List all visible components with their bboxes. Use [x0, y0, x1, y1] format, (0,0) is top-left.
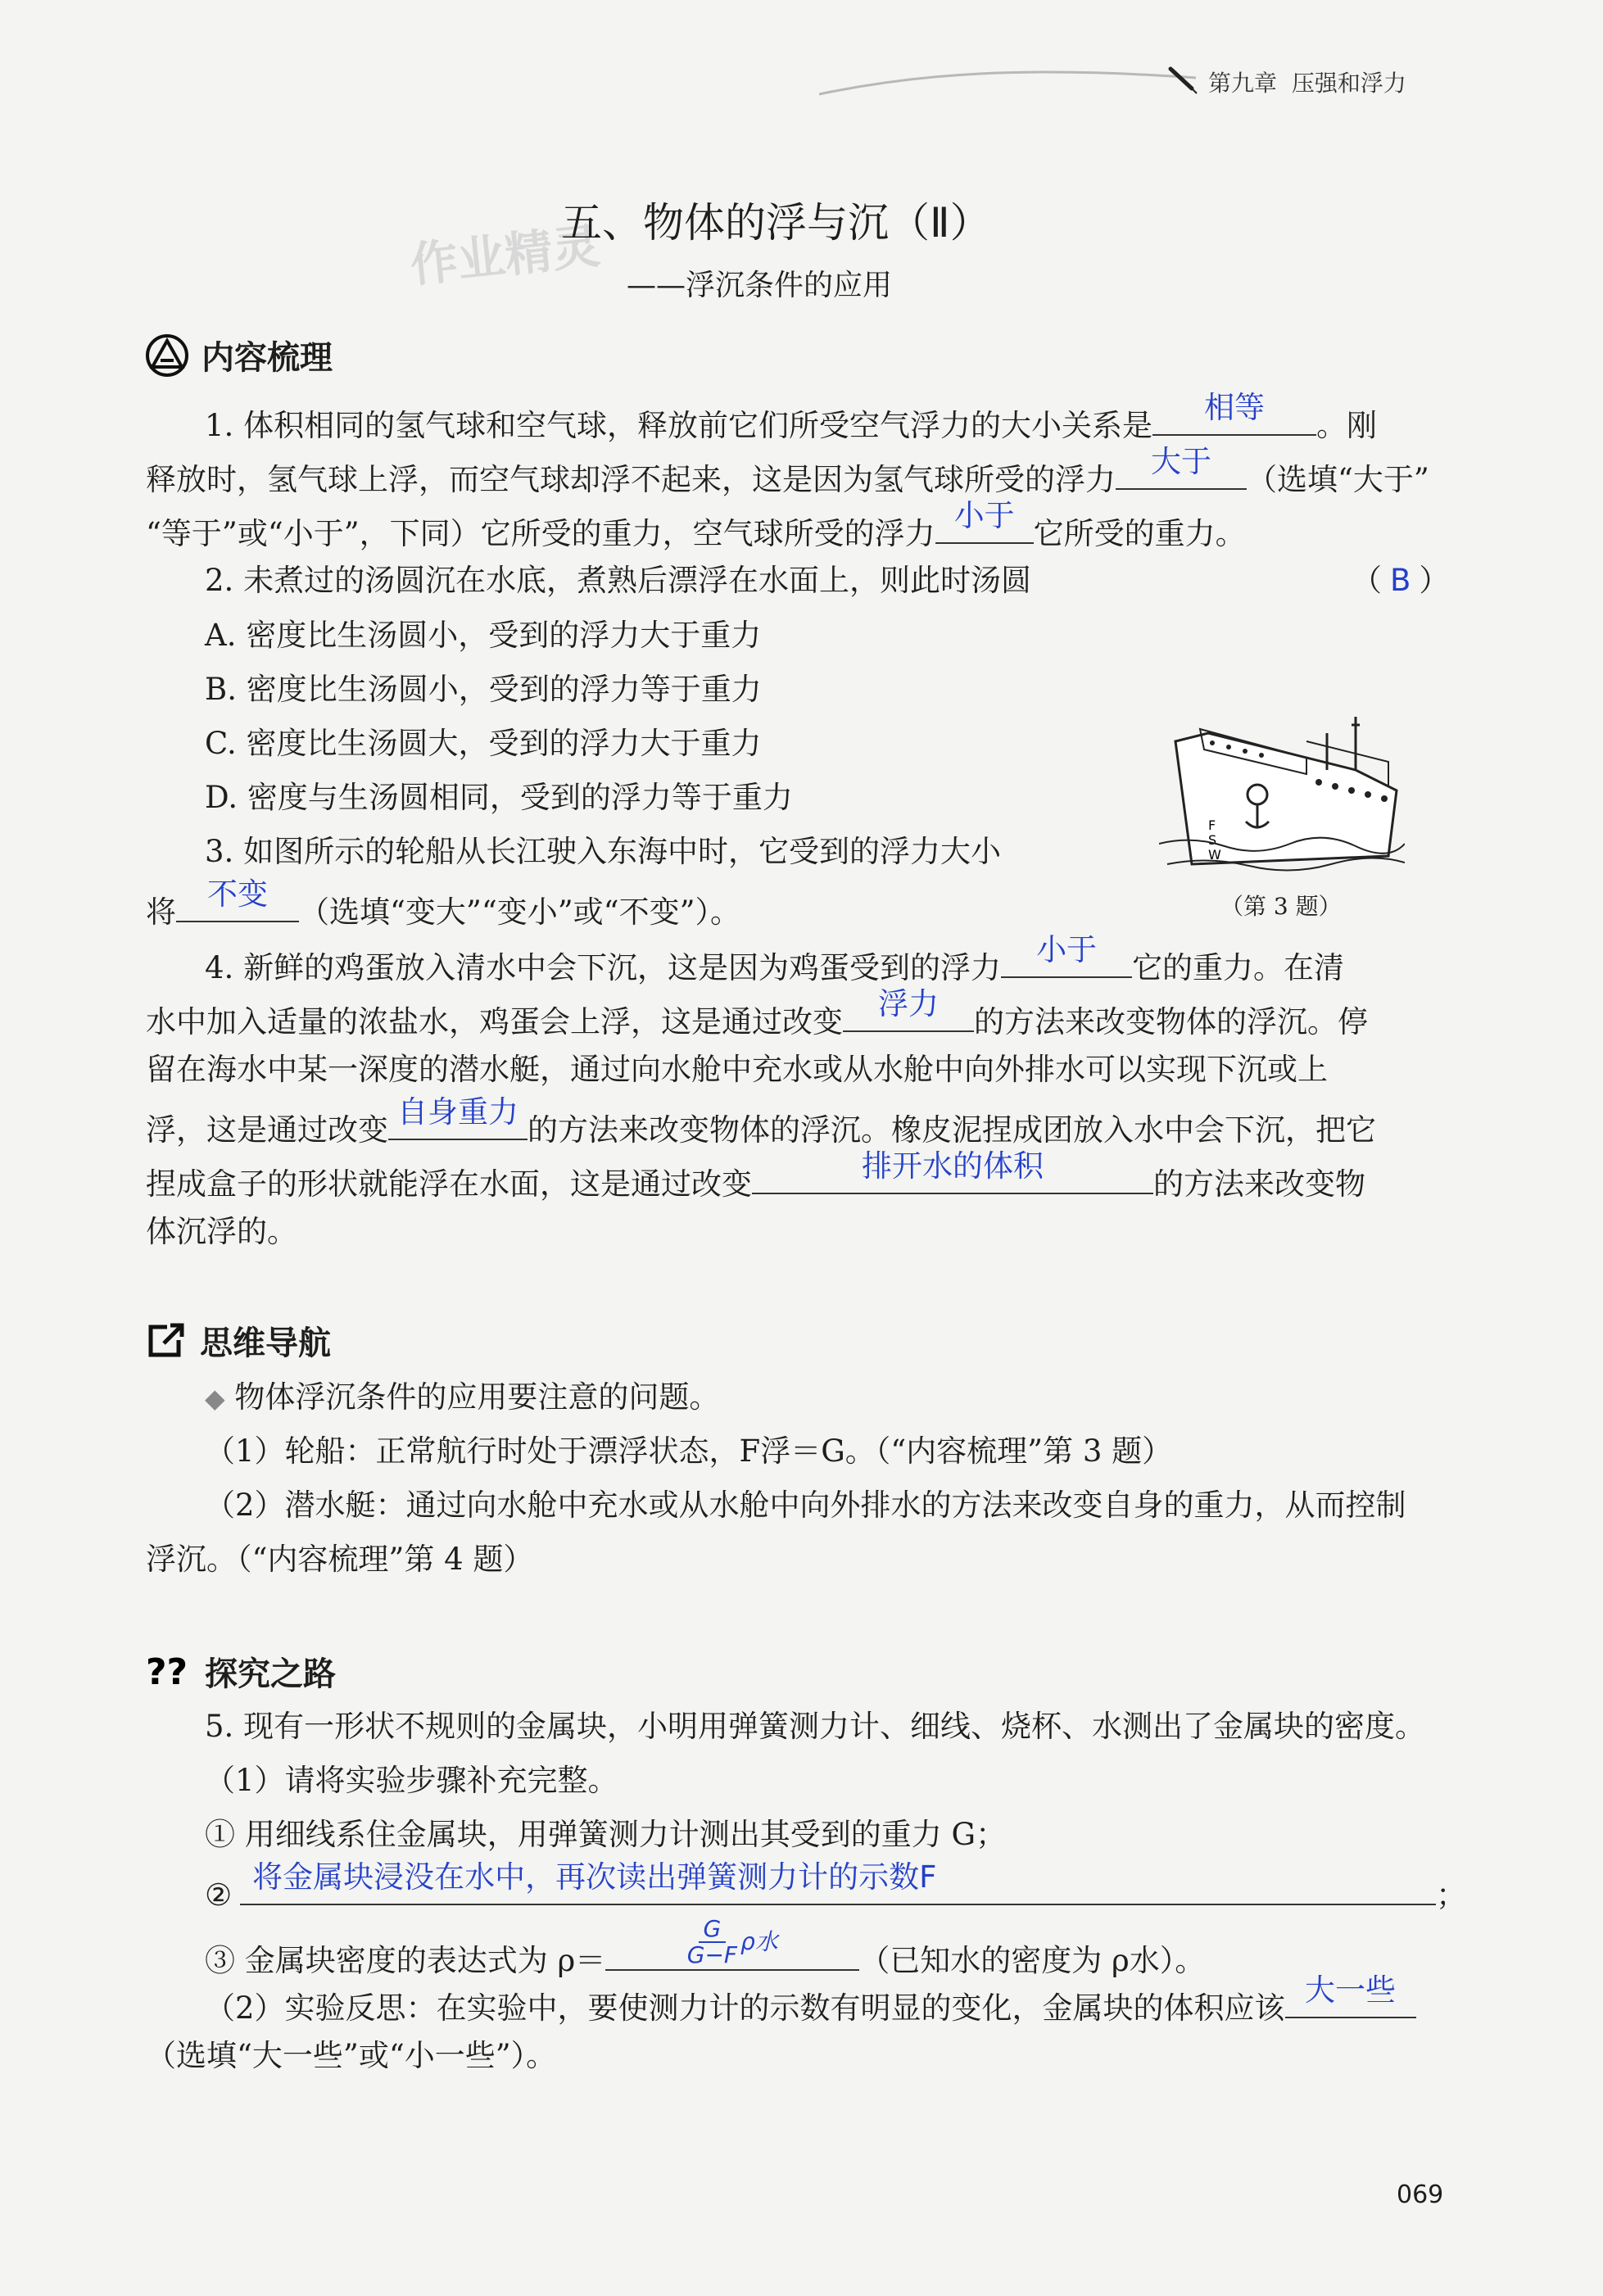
watermark: 作业精灵	[407, 218, 603, 293]
q1-answer-b: 大于	[1151, 444, 1211, 479]
q4-line3: 留在海水中某一深度的潜水艇，通过向水舱中充水或从水舱中向外排水可以实现下沉或上	[146, 1052, 1328, 1087]
q5-p2-end: （选填“大一些”或“小一些”）。	[146, 2038, 557, 2073]
pen-icon	[1167, 64, 1200, 100]
q2-option-c: C. 密度比生汤圆大，受到的浮力大于重力	[205, 726, 762, 761]
q5-p1: （1）请将实验步骤补充完整。	[205, 1763, 618, 1798]
q4-answer-a: 小于	[1036, 932, 1098, 967]
q2-answer: B	[1390, 563, 1411, 598]
svg-text:??: ??	[146, 1652, 188, 1691]
q5-answer-formula	[605, 1917, 859, 1968]
q2-answer-paren: （ B ）	[1352, 563, 1450, 598]
q5-step3: ③ 金属块密度的表达式为 ρ＝ $\frac{G}{G-F}$ ρ水 （已知水的密度为 ρ水）。	[205, 1915, 1206, 1978]
nav-p2a: （2）潜水艇：通过向水舱中充水或从水舱中向外排水的方法来改变自身的重力，从而控制	[205, 1488, 1406, 1523]
q3-line1: 3. 如图所示的轮船从长江驶入东海中时，它受到的浮力大小	[205, 834, 1002, 869]
q1-line2: 释放时，氢气球上浮，而空气球却浮不起来，这是因为氢气球所受的浮力 大于 （选填“大于”	[146, 452, 1429, 501]
q1-line1: 1. 体积相同的氢气球和空气球，释放前它们所受空气浮力的大小关系是 相等 。刚	[205, 398, 1377, 447]
figure-caption: （第 3 题）	[1220, 893, 1342, 920]
q1-line3: “等于”或“小于”，下同）它所受的重力，空气球所受的浮力 小于 它所受的重力。	[146, 506, 1246, 555]
q5-answer-p2: 大一些	[1305, 1972, 1397, 2008]
q4-line6: 体沉浮的。	[146, 1214, 297, 1249]
nav-p2b: 浮沉。（“内容梳理”第 4 题）	[146, 1542, 534, 1577]
q4-line1: 4. 新鲜的鸡蛋放入清水中会下沉，这是因为鸡蛋受到的浮力 小于 它的重力。在清	[205, 940, 1344, 989]
section-explore: ?? 探究之路	[146, 1652, 336, 1693]
nav-intro: ◆ 物体浮沉条件的应用要注意的问题。	[205, 1379, 720, 1415]
q3-answer: 不变	[207, 876, 268, 912]
nav-p1: （1）轮船：正常航行时处于漂浮状态，F浮＝G。（“内容梳理”第 3 题）	[205, 1433, 1173, 1469]
q2-option-b: B. 密度比生汤圆小，受到的浮力等于重力	[205, 672, 762, 707]
page-subtitle: ——浮沉条件的应用	[627, 269, 893, 302]
q1-answer-c: 小于	[953, 498, 1015, 533]
q5-answer-step2: 将金属块浸没在水中，再次读出弹簧测力计的示数F	[252, 1859, 937, 1895]
q5-stem: 5. 现有一形状不规则的金属块，小明用弹簧测力计、细线、烧杯、水测出了金属块的密度。	[205, 1709, 1426, 1744]
q4-answer-d: 自身重力	[397, 1094, 518, 1130]
header-curve	[819, 49, 1204, 102]
chapter-header: 第九章 压强和浮力	[1208, 70, 1406, 97]
q2-option-a: A. 密度比生汤圆小，受到的浮力大于重力	[205, 618, 762, 653]
question-marks-icon	[146, 1653, 192, 1691]
fraction-numerator: G	[699, 1917, 727, 1943]
page-number: 069	[1397, 2181, 1444, 2209]
q4-line4: 浮，这是通过改变 自身重力 的方法来改变物体的浮沉。橡皮泥捏成团放入水中会下沉，把它	[146, 1103, 1376, 1152]
q1-answer-a: 相等	[1204, 390, 1266, 425]
section-content-review: 内容梳理	[146, 332, 333, 378]
rho-water: ρ水	[740, 1928, 778, 1955]
fraction-denominator: G−F	[686, 1941, 738, 1968]
q4-answer-e: 排开水的体积	[862, 1148, 1044, 1184]
q2-stem: 2. 未煮过的汤圆沉在水底，煮熟后漂浮在水面上，则此时汤圆	[205, 563, 1032, 598]
diamond-icon: ◆	[205, 1383, 225, 1414]
triangle-icon	[146, 334, 188, 377]
edit-arrow-icon	[146, 1322, 187, 1360]
svg-text:W: W	[1208, 847, 1221, 863]
q5-p2: （2）实验反思：在实验中，要使测力计的示数有明显的变化，金属块的体积应该 大一些	[205, 1981, 1416, 2030]
q4-line5: 捏成盒子的形状就能浮在水面，这是通过改变 排开水的体积 的方法来改变物	[146, 1157, 1365, 1206]
q4-answer-b: 浮力	[878, 986, 939, 1021]
q3-line2: 将 不变 （选填“变大”“变小”或“不变”）。	[146, 885, 740, 934]
page-title: 五、物体的浮与沉（Ⅱ）	[561, 199, 991, 247]
q5-step2: ② 将金属块浸没在水中，再次读出弹簧测力计的示数F ；	[205, 1868, 1466, 1917]
section-thinking-nav: 思维导航	[146, 1317, 331, 1364]
svg-text:F: F	[1208, 817, 1216, 833]
q5-step1: ① 用细线系住金属块，用弹簧测力计测出其受到的重力 G；	[205, 1817, 1007, 1852]
q2-option-d: D. 密度与生汤圆相同，受到的浮力等于重力	[205, 780, 793, 815]
svg-text:S: S	[1208, 832, 1217, 848]
ship-figure	[1159, 692, 1405, 880]
q4-line2: 水中加入适量的浓盐水，鸡蛋会上浮，这是通过改变 浮力 的方法来改变物体的浮沉。停	[146, 994, 1368, 1044]
